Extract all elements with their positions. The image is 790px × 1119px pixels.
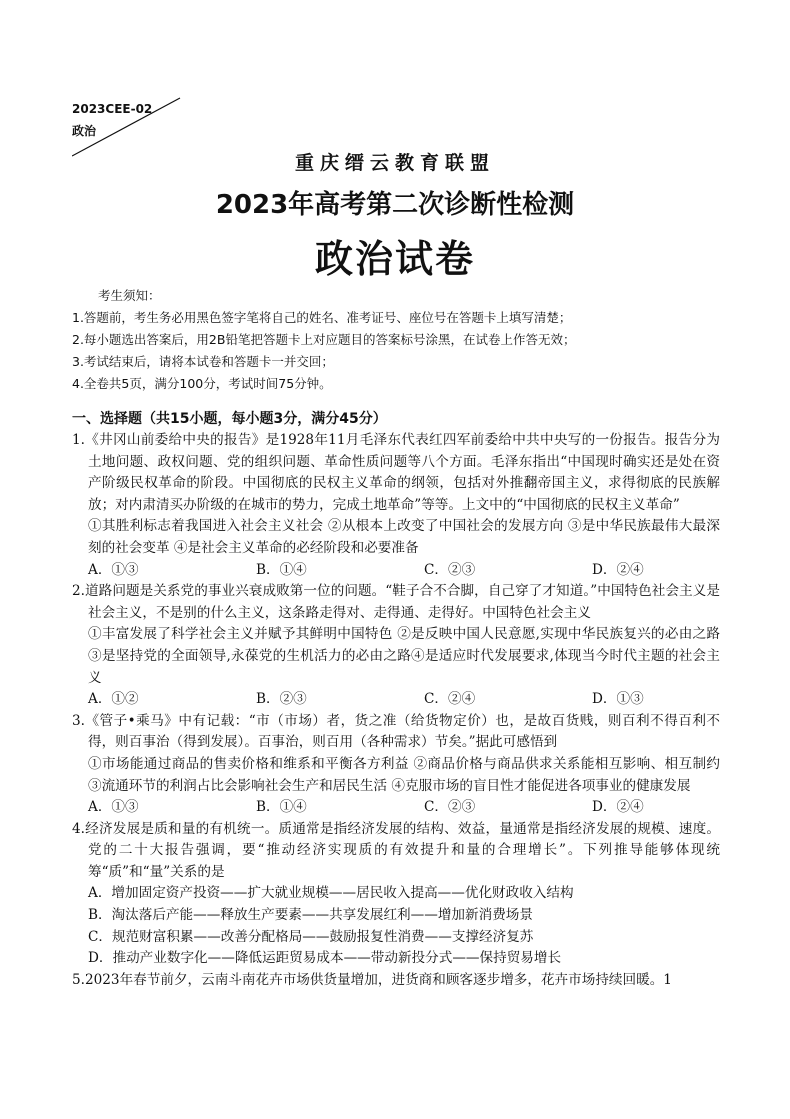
union-name: 重庆缙云教育联盟 (294, 152, 495, 174)
notice-item: 2.每小题选出答案后，用2B铅笔把答题卡上对应题目的答案标号涂黑，在试卷上作答无效； (72, 332, 576, 347)
option-b: B．①④ (256, 799, 307, 816)
question-3 (72, 711, 720, 819)
notice-heading: 考生须知： (98, 288, 161, 303)
question-5 (72, 970, 720, 992)
option-a: A．增加固定资产投资——扩大就业规模——居民收入提高——优化财政收入结构 (88, 885, 574, 902)
subject-tag: 政治 (72, 124, 97, 138)
option-c: C．②③ (424, 561, 476, 578)
option-b: B．②③ (256, 691, 307, 708)
option-c: C．②④ (424, 691, 476, 708)
paper-title: 政治试卷 (314, 237, 475, 281)
paper-code: 2023CEE-02 (72, 102, 153, 116)
notice-item: 3.考试结束后，请将本试卷和答题卡一并交回； (72, 354, 334, 369)
question-2 (72, 581, 720, 711)
paper-code-block (72, 98, 152, 142)
question-stem: 4.经济发展是质和量的有机统一。质通常是指经济发展的结构、效益，量通常是指经济发展的规模、速度。党的二十大报告强调，要“推动经济实现质的有效提升和量的合理增长”。下列推导能够体现统筹“质”和“量”关系的是 (72, 820, 720, 880)
question-stem: 2.道路问题是关系党的事业兴衰成败第一位的问题。“鞋子合不合脚，自己穿了才知道。”中国特色社会主义是社会主义，不是别的什么主义，这条路走得对、走得通、走得好。中国特色社会主义 (72, 583, 720, 621)
option-d: D．推动产业数字化——降低运距贸易成本——带动新投分式——保持贸易增长 (88, 950, 562, 967)
candidate-notice (72, 285, 722, 395)
question-options (72, 797, 720, 819)
question-stem: 5.2023年春节前夕，云南斗南花卉市场供货量增加，进货商和顾客逐步增多，花卉市场持续回暖。1 (72, 971, 672, 988)
option-d: D．②④ (592, 561, 644, 578)
section-title: 一、选择题（共15小题，每小题3分，满分45分） (72, 411, 387, 427)
notice-item: 1.答题前，考生务必用黑色签字笔将自己的姓名、准考证号、座位号在答题卡上填写清楚； (72, 310, 572, 325)
question-stem: 3.《管子•乘马》中有记载：“市（市场）者，货之准（给货物定价）也，是故百货贱，则百利不得百利不得，则百事治（得到发展）。百事治，则百用（各种需求）节矣。”据此可感悟到 (72, 712, 720, 751)
option-d: D．①③ (592, 691, 644, 708)
question-1 (72, 430, 720, 581)
option-b: B．淘汰落后产能——释放生产要素——共享发展红利——增加新消费场景 (88, 907, 533, 924)
option-c: C．规范财富积累——改善分配格局——鼓励报复性消费——支撑经济复苏 (88, 928, 534, 945)
question-stem: 1.《井冈山前委给中央的报告》是1928年11月毛泽东代表红四军前委给中共中央写的一份报告。报告分为土地问题、政权问题、党的组织问题、革命性质问题等八个方面。毛泽东指出“中国现时确实还是处在资产阶级民权革命的阶段。中国彻底的民权主义革命的纲领，包括对外推翻帝国主义，求得彻底的民族解放；对内肃清买办阶级的在城市的势力，完成土地革命”等等。上文中的“中国彻底的民权主义革命” (72, 432, 720, 513)
question-list (72, 430, 720, 991)
question-statements: ①其胜利标志着我国进入社会主义社会 ②从根本上改变了中国社会的发展方向 ③是中华民族最伟大最深刻的社会变革 ④是社会主义革命的必经阶段和必要准备 (88, 518, 720, 556)
question-statements: ①市场能通过商品的售卖价格和维系和平衡各方利益 ②商品价格与商品供求关系能相互影响、相互制约 ③流通环节的利润占比会影响社会生产和居民生活 ④克服市场的盲目性才能促进各项事业的健康发展 (88, 755, 720, 794)
question-4 (72, 819, 720, 970)
notice-item: 4.全卷共5页，满分100分，考试时间75分钟。 (72, 376, 332, 391)
option-b: B．①④ (256, 561, 307, 578)
exam-title: 2023年高考第二次诊断性检测 (215, 190, 575, 220)
option-c: C．②③ (424, 799, 476, 816)
question-options (72, 689, 720, 711)
option-a: A．①③ (88, 799, 139, 816)
option-d: D．②④ (592, 799, 644, 816)
option-a: A．①③ (88, 561, 139, 578)
question-statements: ①丰富发展了科学社会主义并赋予其鲜明中国特色 ②是反映中国人民意愿,实现中华民族复兴的必由之路③是坚持党的全面领导,永葆党的生机活力的必由之路④是适应时代发展要求,体现当今时代主题的社会主义 (88, 626, 720, 686)
question-options (72, 560, 720, 582)
option-a: A．①② (88, 691, 139, 708)
